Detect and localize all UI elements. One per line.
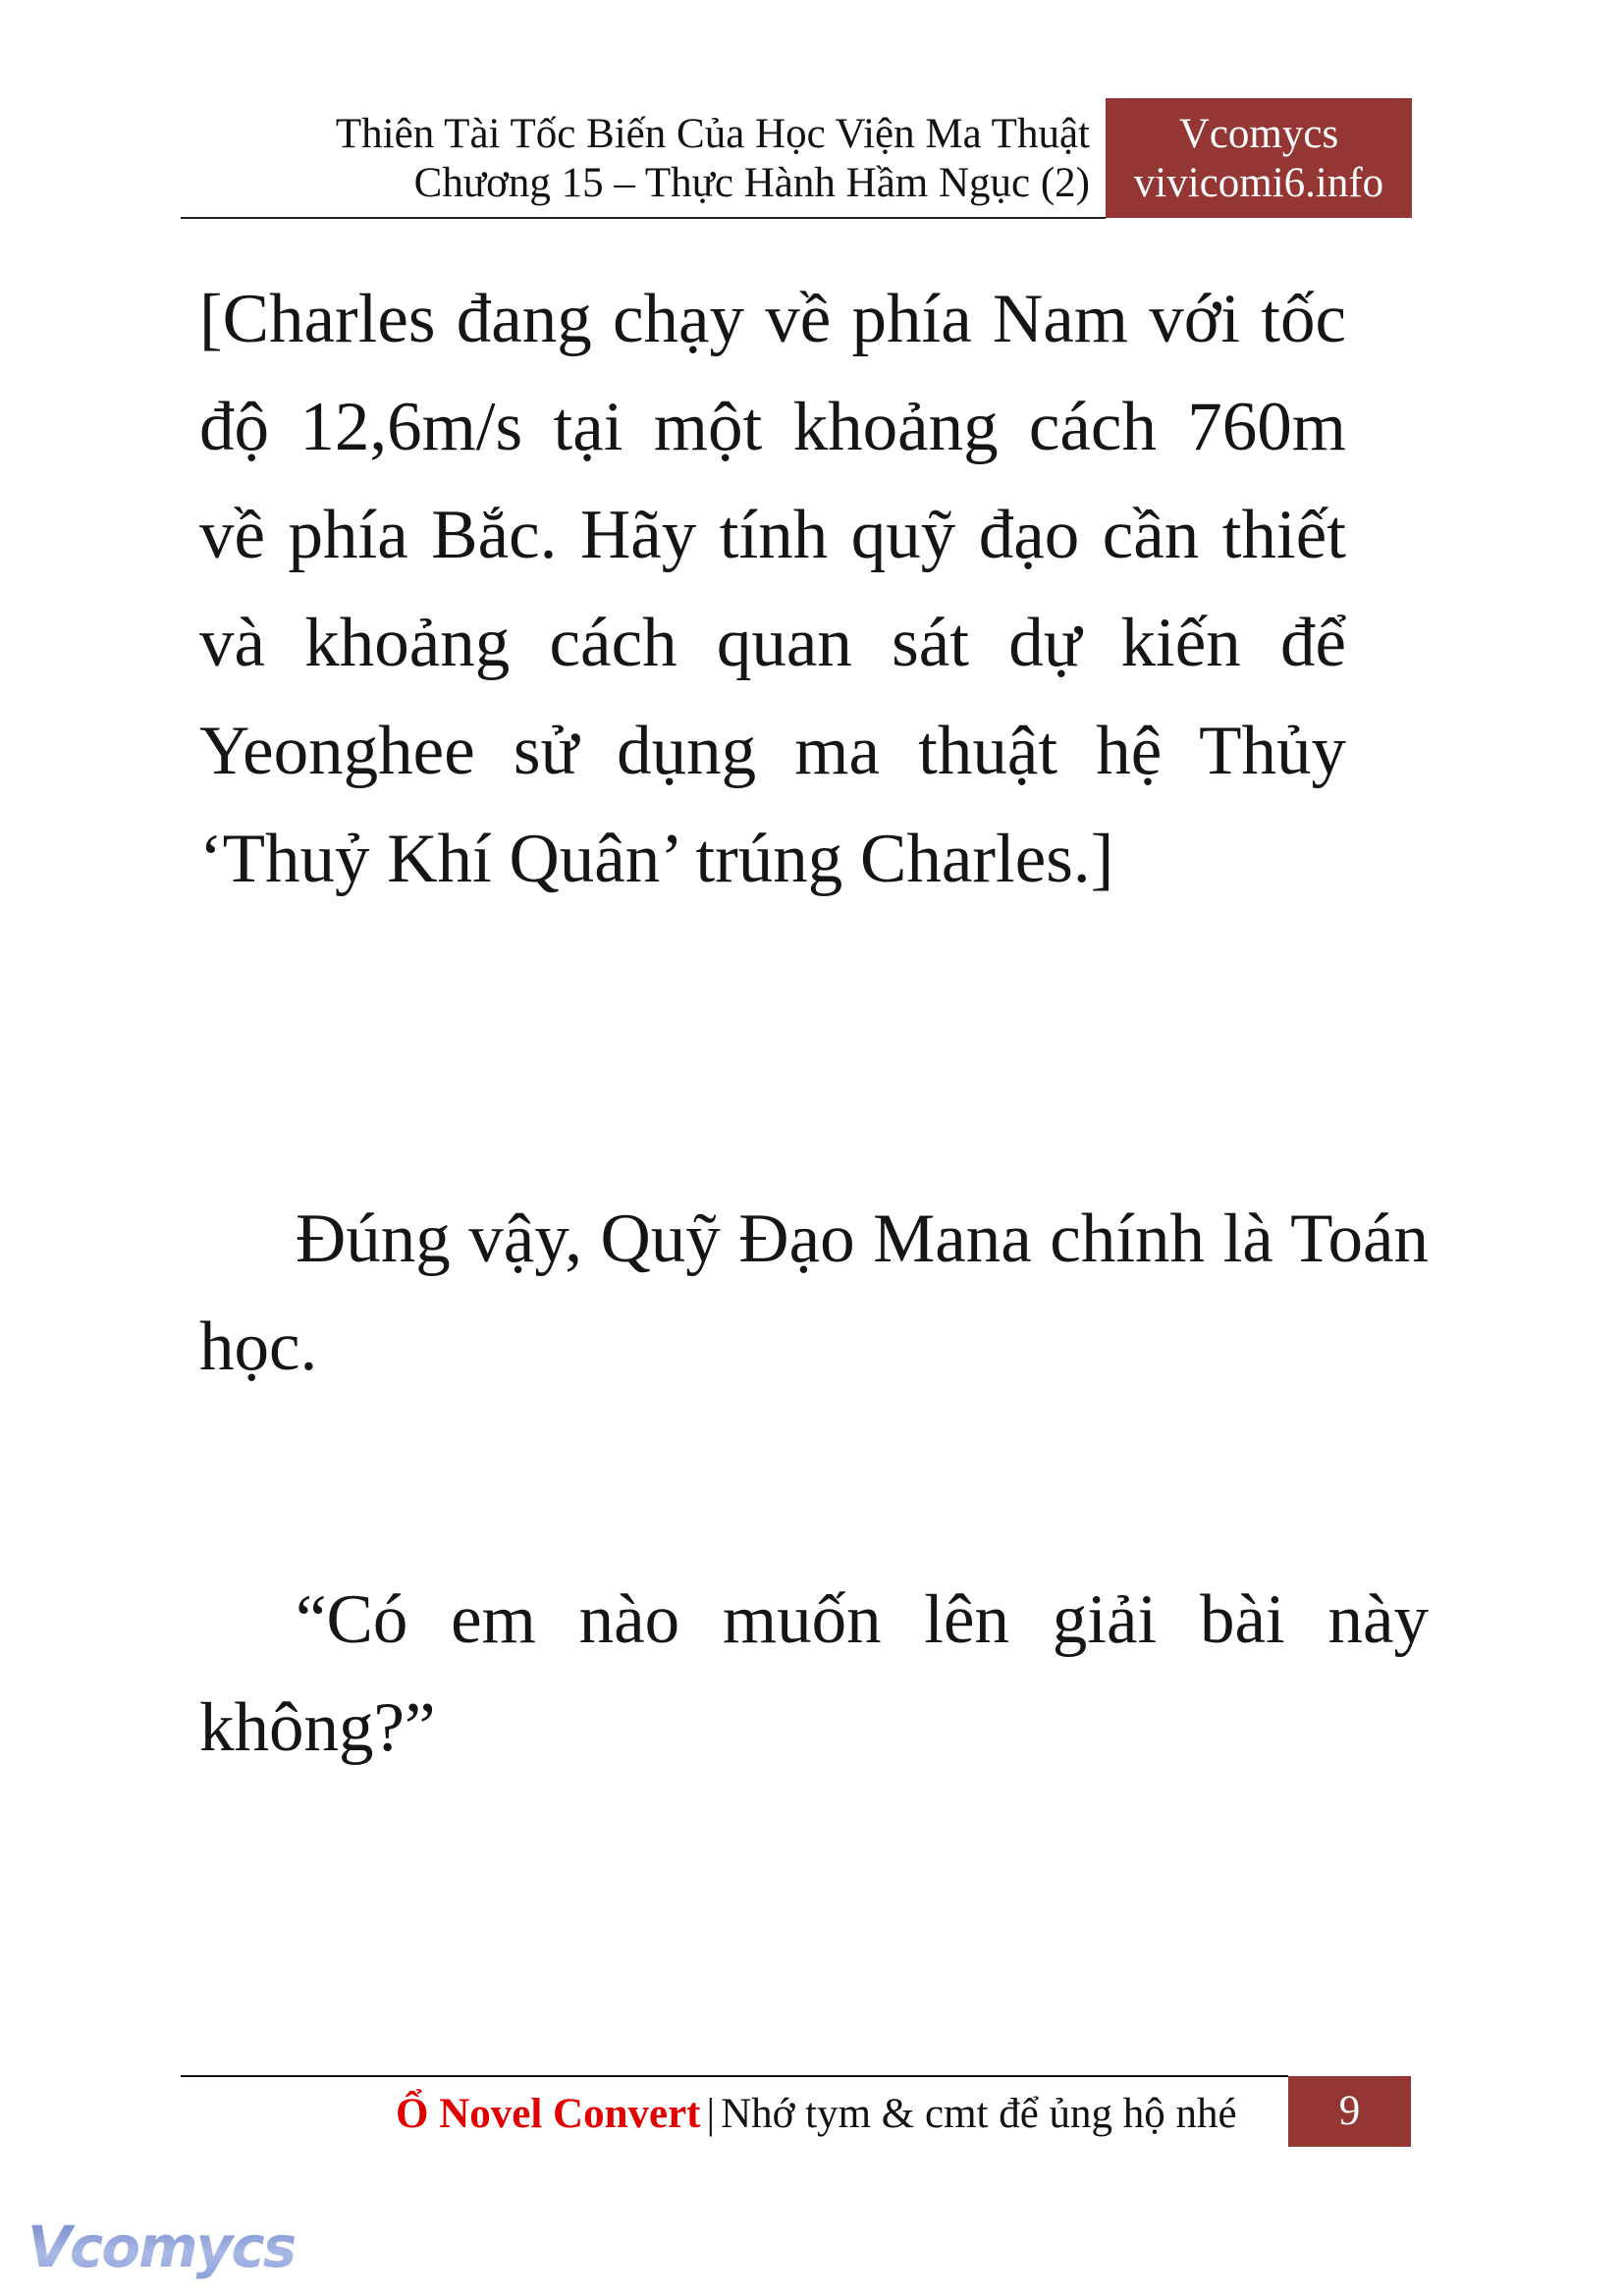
footer-divider xyxy=(181,2075,1288,2077)
running-header xyxy=(181,98,1090,218)
logo-text: Vcomycs xyxy=(27,2214,296,2280)
header-divider xyxy=(181,217,1106,219)
source-badge xyxy=(1106,98,1412,218)
footer-message: Nhớ tym & cmt để ủng hộ nhé xyxy=(721,2091,1237,2137)
paragraph-problem-statement: [Charles đang chạy về phía Nam với tốc độ 12,6m/s tại một khoảng cách 760m về phía Bắc. Hãy tính quỹ đạo cần thiết và khoảng cách quan sát dự kiến để Yeonghee sử dụng ma thuật hệ Thủy ‘Thuỷ Khí Quân’ trúng Charles.] xyxy=(199,281,1346,897)
footer-separator: | xyxy=(706,2091,716,2137)
source-badge-site: vivicomi6.info xyxy=(1133,160,1384,206)
page-number: 9 xyxy=(1288,2076,1411,2147)
book-title: Thiên Tài Tốc Biến Của Học Viện Ma Thuật xyxy=(335,111,1090,157)
footer-credit xyxy=(396,2087,1279,2142)
vcomycs-logo-icon xyxy=(27,2214,296,2293)
chapter-title: Chương 15 – Thực Hành Hầm Ngục (2) xyxy=(413,160,1090,206)
paragraph-dialogue: “Có em nào muốn lên giải bài này không?” xyxy=(199,1581,1429,1766)
source-badge-name: Vcomycs xyxy=(1178,111,1339,157)
paragraph-narration: Đúng vậy, Quỹ Đạo Mana chính là Toán học. xyxy=(199,1201,1429,1385)
footer-brand: Ổ Novel Convert xyxy=(396,2091,701,2137)
